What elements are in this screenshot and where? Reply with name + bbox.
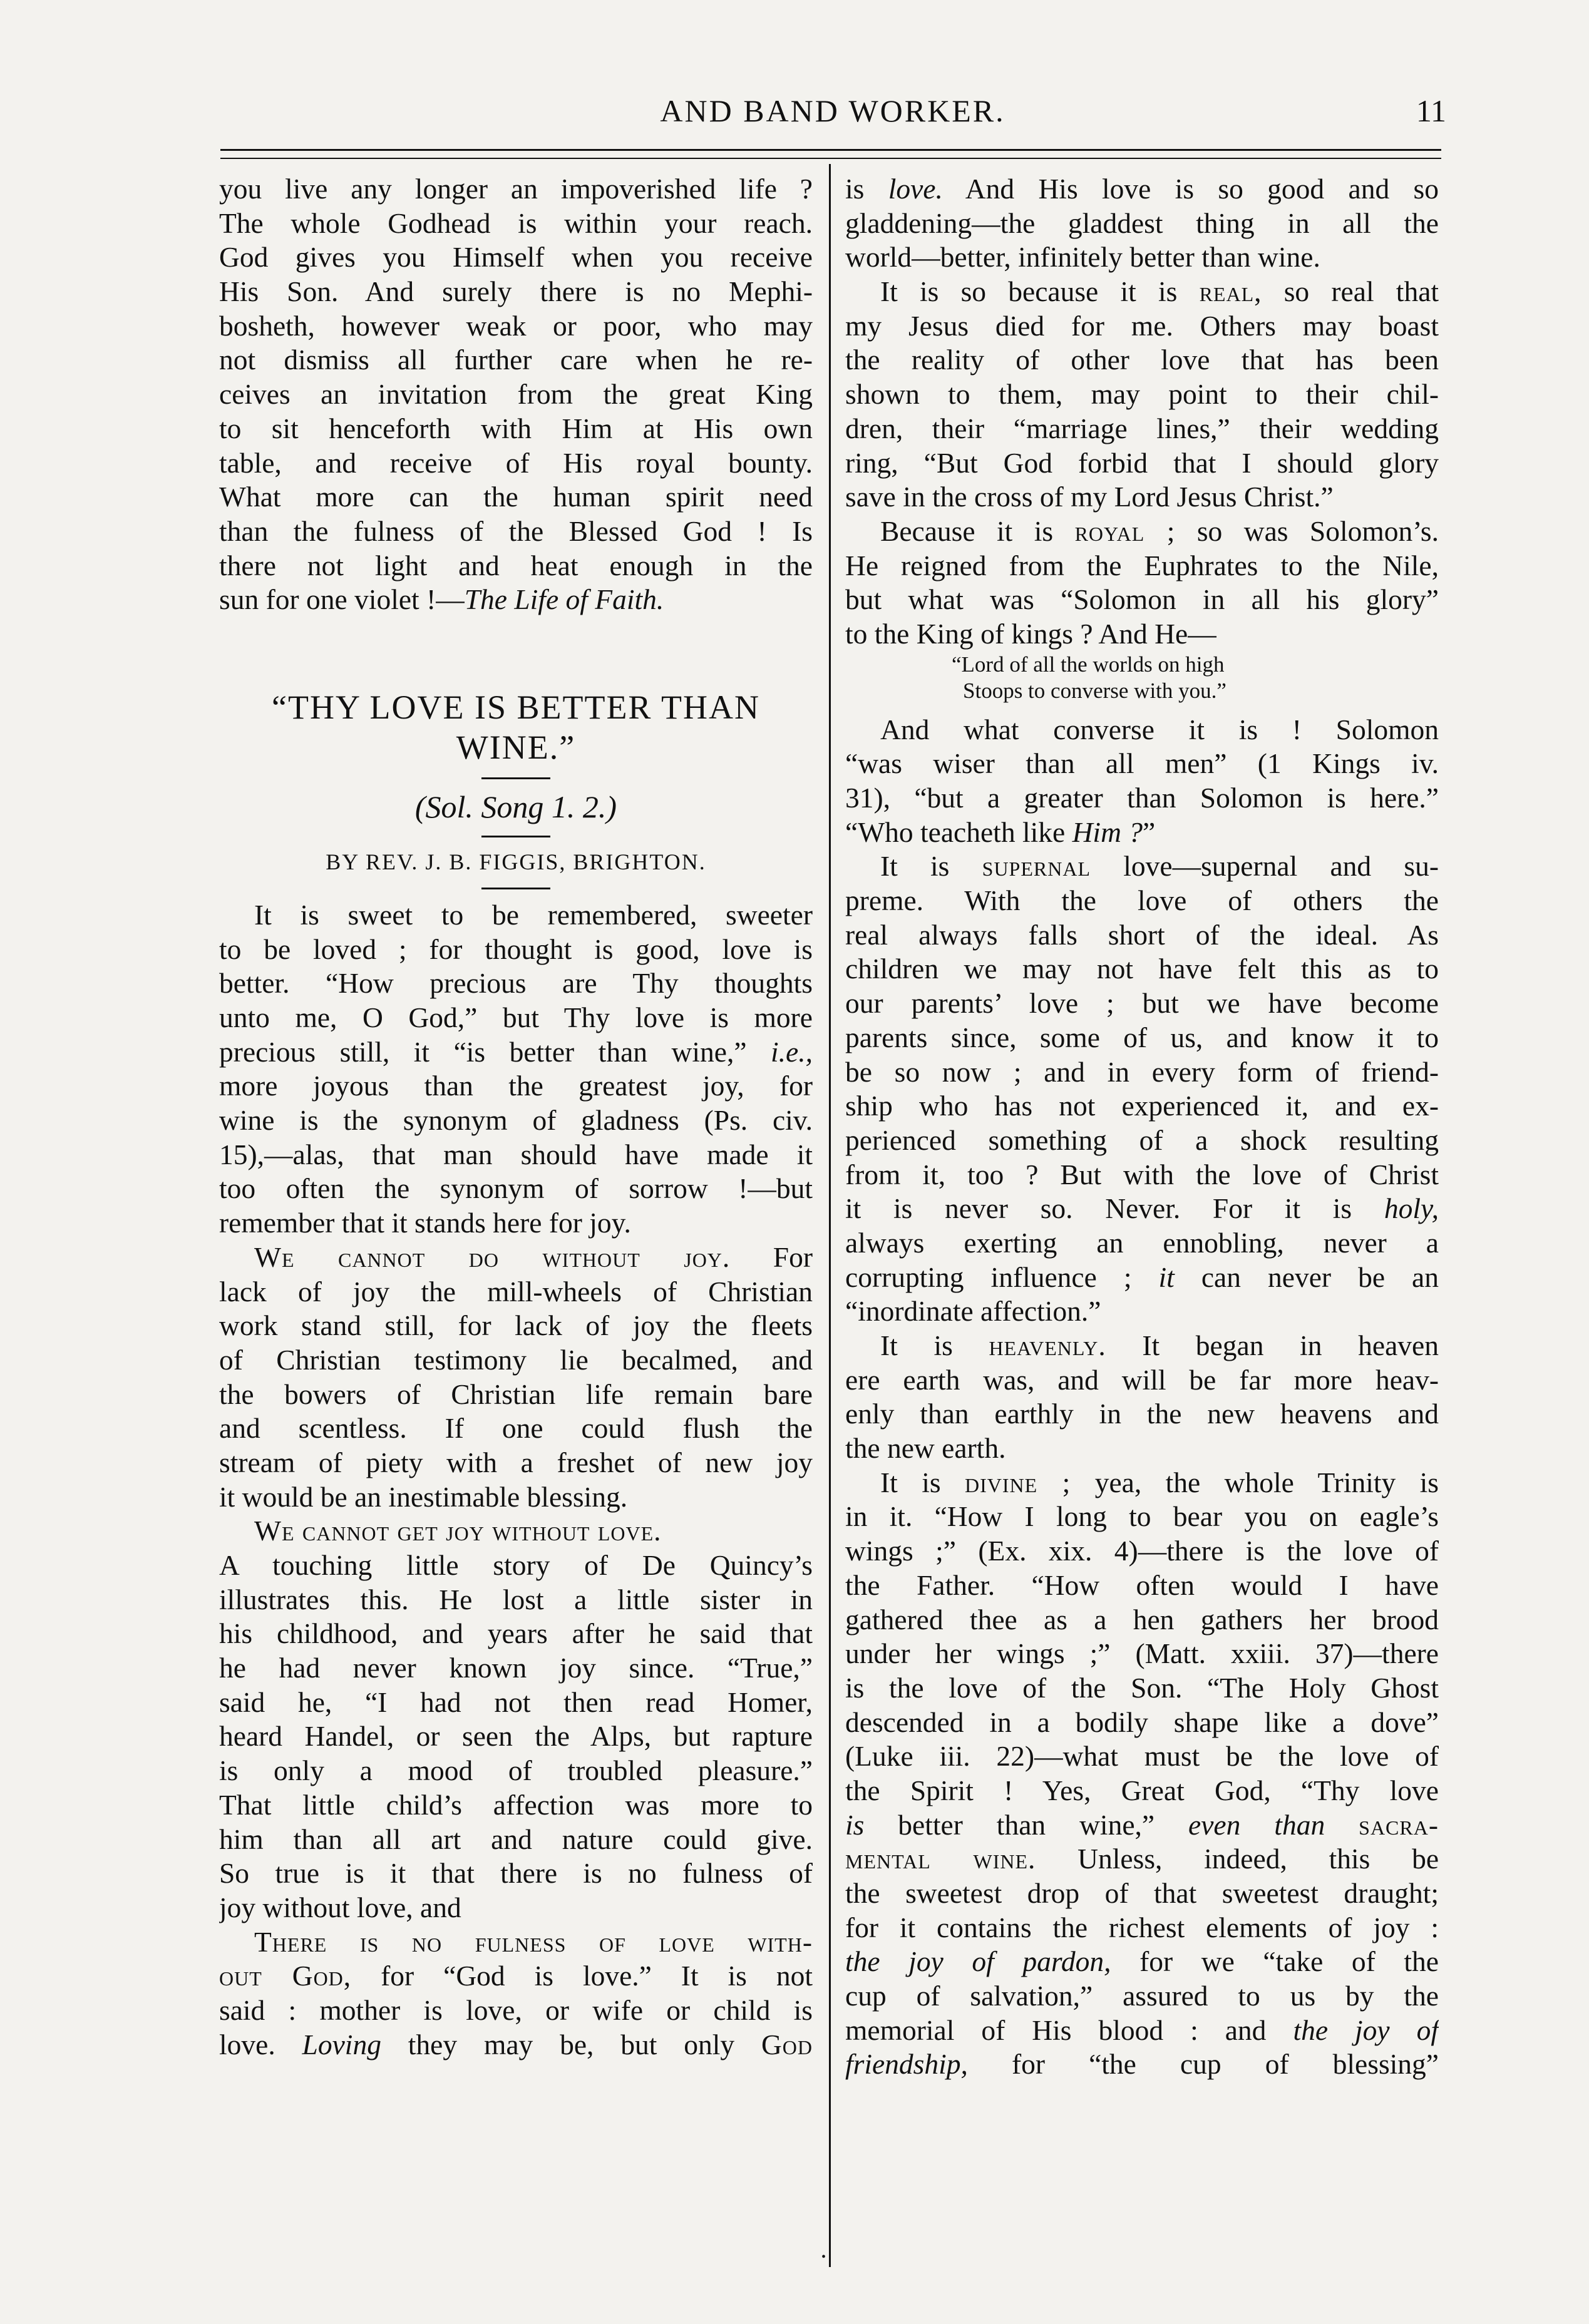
text-line: That little child’s affection was more to	[219, 1788, 813, 1821]
text-line: real always falls short of the ideal. As	[845, 918, 1439, 951]
text-run: for “God is love.” It is not	[381, 1960, 813, 1992]
text-run: It is	[880, 1466, 941, 1498]
text-line: but what was “Solomon in all his glory”	[845, 583, 1439, 616]
text-line: under her wings ;” (Matt. xxiii. 37)—there	[845, 1637, 1439, 1670]
text-line: God gives you Himself when you receive	[219, 241, 813, 274]
text-line	[219, 1925, 813, 1960]
running-title: AND BAND WORKER.	[660, 93, 1005, 128]
text-line: (Luke iii. 22)—what must be the love of	[845, 1740, 1439, 1773]
paragraph-1	[219, 898, 813, 1241]
text-line: illustrates this. He lost a little sister in	[219, 1583, 813, 1615]
text-line: be so now ; and in every form of friend-	[845, 1055, 1439, 1088]
text-line: the Father. “How often would I have	[845, 1569, 1439, 1601]
text-line: from it, too ? But with the love of Christ	[845, 1158, 1439, 1190]
small-caps-run: royal ;	[1074, 514, 1176, 547]
text-line: our parents’ love ; but we have become	[845, 987, 1439, 1020]
text-line	[845, 2047, 1439, 2082]
italic-run: holy,	[1384, 1192, 1439, 1225]
text-line: than the fulness of the Blessed God ! Is	[219, 514, 813, 547]
small-caps-run: God	[761, 2028, 813, 2060]
italic-run: the joy of	[1293, 2014, 1439, 2046]
text-line: gladdening—the gladdest thing in all the	[845, 207, 1439, 239]
text-line: bosheth, however weak or poor, who may	[219, 309, 813, 342]
text-run: it is never so. Never. For it is	[845, 1192, 1352, 1225]
converse-paragraph	[845, 713, 1439, 850]
text-line: A touching little story of De Quincy’s	[219, 1549, 813, 1581]
small-caps-run: real,	[1199, 275, 1262, 308]
divine-paragraph	[845, 1466, 1439, 2082]
text-run: And His love is so good and so	[965, 173, 1439, 205]
text-line: to sit henceforth with Him at His own	[219, 412, 813, 444]
text-line	[845, 1808, 1439, 1843]
text-line: descended in a bodily shape like a dove”	[845, 1706, 1439, 1738]
small-caps-run: divine ;	[965, 1466, 1071, 1498]
small-caps-run: sacra-	[1359, 1808, 1439, 1841]
article-byline: BY REV. J. B. FIGGIS, BRIGHTON.	[326, 849, 706, 874]
supernal-paragraph	[845, 849, 1439, 1329]
text-line: my Jesus died for me. Others may boast	[845, 309, 1439, 342]
text-run: yea, the whole Trinity is	[1094, 1466, 1439, 1498]
italic-run: is	[845, 1808, 865, 1841]
text-line: work stand still, for lack of joy the fleets	[219, 1309, 813, 1342]
text-line	[219, 2028, 813, 2062]
text-line: preme. With the love of others the	[845, 884, 1439, 917]
text-line: gathered thee as a hen gathers her brood	[845, 1603, 1439, 1636]
subtitle-rule	[481, 836, 550, 837]
header-rule-thin	[220, 158, 1441, 159]
text-line: ship who has not experienced it, and ex-	[845, 1090, 1439, 1122]
text-line: save in the cross of my Lord Jesus Christ.”	[845, 481, 1334, 513]
italic-run: the joy of pardon,	[845, 1945, 1111, 1978]
small-caps-run: heavenly.	[989, 1329, 1106, 1361]
title-rule	[481, 777, 550, 779]
text-run: for “the cup of blessing”	[1011, 2048, 1439, 2081]
section-heading: We cannot do without joy.	[254, 1241, 731, 1273]
right-column	[845, 172, 1439, 2082]
text-line: world—better, infinitely better than wine.	[845, 241, 1320, 274]
text-line: is the love of the Son. “The Holy Ghost	[845, 1671, 1439, 1704]
text-line	[845, 1261, 1439, 1295]
text-line	[845, 1842, 1439, 1876]
text-line: him than all art and nature could give.	[219, 1823, 813, 1855]
text-line: there not light and heat enough in the	[219, 549, 813, 581]
text-line: he had never known joy since. “True,”	[219, 1652, 813, 1684]
text-line: enly than earthly in the new heavens and	[845, 1398, 1439, 1430]
text-line: you live any longer an impoverished life ?	[219, 173, 813, 205]
text-line: the reality of other love that has been	[845, 344, 1439, 376]
text-run: ”	[1143, 816, 1156, 848]
text-line: more joyous than the greatest joy, for	[219, 1070, 813, 1102]
left-column	[219, 172, 813, 2062]
text-run: love—supernal and su-	[1123, 850, 1439, 883]
section-heading-cont: out God,	[219, 1960, 352, 1992]
text-run: It is	[880, 850, 950, 883]
italic-run: Him ?	[1072, 816, 1143, 848]
header-rule	[220, 149, 1441, 151]
paragraph-2	[219, 1241, 813, 1515]
text-line: is only a mood of troubled pleasure.”	[219, 1754, 813, 1787]
page-header	[219, 93, 1446, 130]
text-line: 15),—alas, that man should have made it	[219, 1138, 813, 1170]
heavenly-paragraph	[845, 1329, 1439, 1466]
text-line: wings ;” (Ex. xix. 4)—there is the love of	[845, 1535, 1439, 1567]
text-line	[219, 1514, 813, 1548]
spacer	[219, 617, 813, 673]
text-line: the bowers of Christian life remain bare	[219, 1378, 813, 1410]
text-line: it would be an inestimable blessing.	[219, 1480, 628, 1513]
text-run: love.	[219, 2028, 275, 2060]
text-line: too often the synonym of sorrow !—but	[219, 1172, 813, 1205]
article-title-line1: “THY LOVE IS BETTER THAN	[272, 688, 760, 726]
text-line: joy without love, and	[219, 1891, 461, 1923]
text-run: precious still, it “is better than wine,”	[219, 1035, 747, 1068]
text-run: can never be an	[1201, 1261, 1439, 1293]
source-citation: The Life of Faith.	[464, 583, 664, 616]
text-line	[845, 172, 1439, 207]
text-line: 31), “but a greater than Solomon is here.”	[845, 782, 1439, 814]
text-run: It began in heaven	[1142, 1329, 1439, 1361]
paragraph-3	[219, 1514, 813, 1925]
text-line: His Son. And surely there is no Mephi-	[219, 275, 813, 308]
text-line: unto me, O God,” but Thy love is more	[219, 1001, 813, 1033]
text-line: the sweetest drop of that sweetest draught;	[845, 1877, 1439, 1909]
text-line: the new earth.	[845, 1432, 1006, 1465]
text-run: for we “take of the	[1139, 1945, 1439, 1978]
real-paragraph	[845, 275, 1439, 514]
text-line	[845, 1945, 1439, 1979]
text-run: corrupting influence ;	[845, 1261, 1132, 1293]
article-subtitle: (Sol. Song 1. 2.)	[414, 789, 617, 824]
text-run: so was Solomon’s.	[1196, 514, 1439, 547]
text-line	[845, 514, 1439, 549]
text-line: The whole Godhead is within your reach.	[219, 207, 813, 239]
text-line: dren, their “marriage lines,” their wedding	[845, 412, 1439, 444]
small-caps-run: supernal	[982, 850, 1091, 883]
text-line: said : mother is love, or wife or child is	[219, 1994, 813, 2026]
verse-line: Stoops to converse with you.”	[963, 678, 1226, 703]
text-line	[845, 1329, 1439, 1363]
text-line: remember that it stands here for joy.	[219, 1207, 631, 1239]
text-line: wine is the synonym of gladness (Ps. civ.	[219, 1104, 813, 1137]
text-line	[219, 583, 813, 617]
text-line	[845, 2014, 1439, 2048]
text-run: sun for one violet !—	[219, 583, 465, 616]
text-line: And what converse it is ! Solomon	[880, 713, 1439, 745]
text-line: to be loved ; for thought is good, love is	[219, 933, 813, 965]
text-line: children we may not have felt this as to	[845, 953, 1439, 985]
text-line: said he, “I had not then read Homer,	[219, 1686, 813, 1718]
text-run: It is so because it is	[880, 275, 1178, 308]
right-paragraph-1	[845, 172, 1439, 275]
text-line	[845, 816, 1439, 850]
text-line: of Christian testimony lie becalmed, and	[219, 1343, 813, 1376]
text-line	[219, 1959, 813, 1994]
text-line: ceives an invitation from the great King	[219, 378, 813, 411]
text-line	[219, 1241, 813, 1275]
text-line: perienced something of a shock resulting	[845, 1124, 1439, 1156]
text-line: always exerting an ennobling, never a	[845, 1226, 1439, 1259]
text-line: What more can the human spirit need	[219, 481, 813, 513]
text-line: lack of joy the mill-wheels of Christian	[219, 1275, 813, 1308]
text-line: “inordinate affection.”	[845, 1295, 1101, 1328]
text-line	[845, 1192, 1439, 1226]
text-line: parents since, some of us, and know it to	[845, 1021, 1439, 1053]
italic-run: i.e.,	[771, 1035, 813, 1068]
verse-line: “Lord of all the worlds on high	[952, 652, 1225, 677]
text-run: Because it is	[880, 514, 1054, 547]
paragraph-4	[219, 1925, 813, 2062]
section-heading: There is no fulness of love with-	[254, 1925, 813, 1958]
text-run: they may be, but only	[408, 2028, 735, 2060]
text-line: cup of salvation,” assured to us by the	[845, 1980, 1439, 2012]
carryover-paragraph	[219, 172, 813, 617]
text-run: Unless, indeed, this be	[1077, 1843, 1439, 1875]
small-caps-run: mental wine.	[845, 1843, 1036, 1875]
text-line: for it contains the richest elements of joy :	[845, 1911, 1439, 1943]
text-line	[219, 1035, 813, 1070]
text-line: to the King of kings ? And He—	[845, 617, 1216, 650]
text-line: heard Handel, or seen the Alps, but rapture	[219, 1720, 813, 1753]
text-line: table, and receive of His royal bounty.	[219, 446, 813, 479]
italic-run: it	[1158, 1261, 1175, 1293]
text-line: It is sweet to be remembered, sweeter	[254, 898, 813, 931]
text-line: not dismiss all further care when he re-	[219, 344, 813, 376]
italic-run: Loving	[302, 2028, 381, 2060]
text-run: memorial of His blood : and	[845, 2014, 1267, 2046]
text-run: better than wine,”	[898, 1808, 1155, 1841]
text-line: and scentless. If one could flush the	[219, 1412, 813, 1445]
text-line: better. “How precious are Thy thoughts	[219, 967, 813, 1000]
text-line	[845, 275, 1439, 309]
text-run: so real that	[1283, 275, 1439, 308]
text-run: “Who teacheth like	[845, 816, 1066, 848]
text-line	[845, 1466, 1439, 1500]
text-line: his childhood, and years after he said that	[219, 1617, 813, 1650]
text-run: It is	[880, 1329, 953, 1361]
text-line: in it. “How I long to bear you on eagle’s	[845, 1500, 1439, 1533]
royal-paragraph	[845, 514, 1439, 652]
section-heading: We cannot get joy without love.	[254, 1515, 662, 1547]
italic-run: love.	[888, 173, 943, 205]
text-line: stream of piety with a freshet of new joy	[219, 1446, 813, 1478]
text-line: He reigned from the Euphrates to the Nile,	[845, 549, 1439, 581]
text-line: ere earth was, and will be far more heav-	[845, 1363, 1439, 1396]
column-divider	[829, 164, 831, 2267]
text-line: “was wiser than all men” (1 Kings iv.	[845, 747, 1439, 780]
text-line	[845, 849, 1439, 884]
article-title-line2: WINE.”	[456, 728, 576, 766]
page-number: 11	[1416, 93, 1446, 128]
text-line: shown to them, may point to their chil-	[845, 378, 1439, 411]
text-line: the Spirit ! Yes, Great God, “Thy love	[845, 1774, 1439, 1806]
text-run: is	[845, 173, 865, 205]
byline-rule	[481, 888, 550, 889]
text-line: ring, “But God forbid that I should glory	[845, 446, 1439, 479]
italic-run: even than	[1188, 1808, 1325, 1841]
text-run: For	[773, 1241, 813, 1273]
italic-run: friendship,	[845, 2048, 968, 2081]
text-line: So true is it that there is no fulness of	[219, 1857, 813, 1890]
stray-mark: •	[821, 2250, 826, 2264]
